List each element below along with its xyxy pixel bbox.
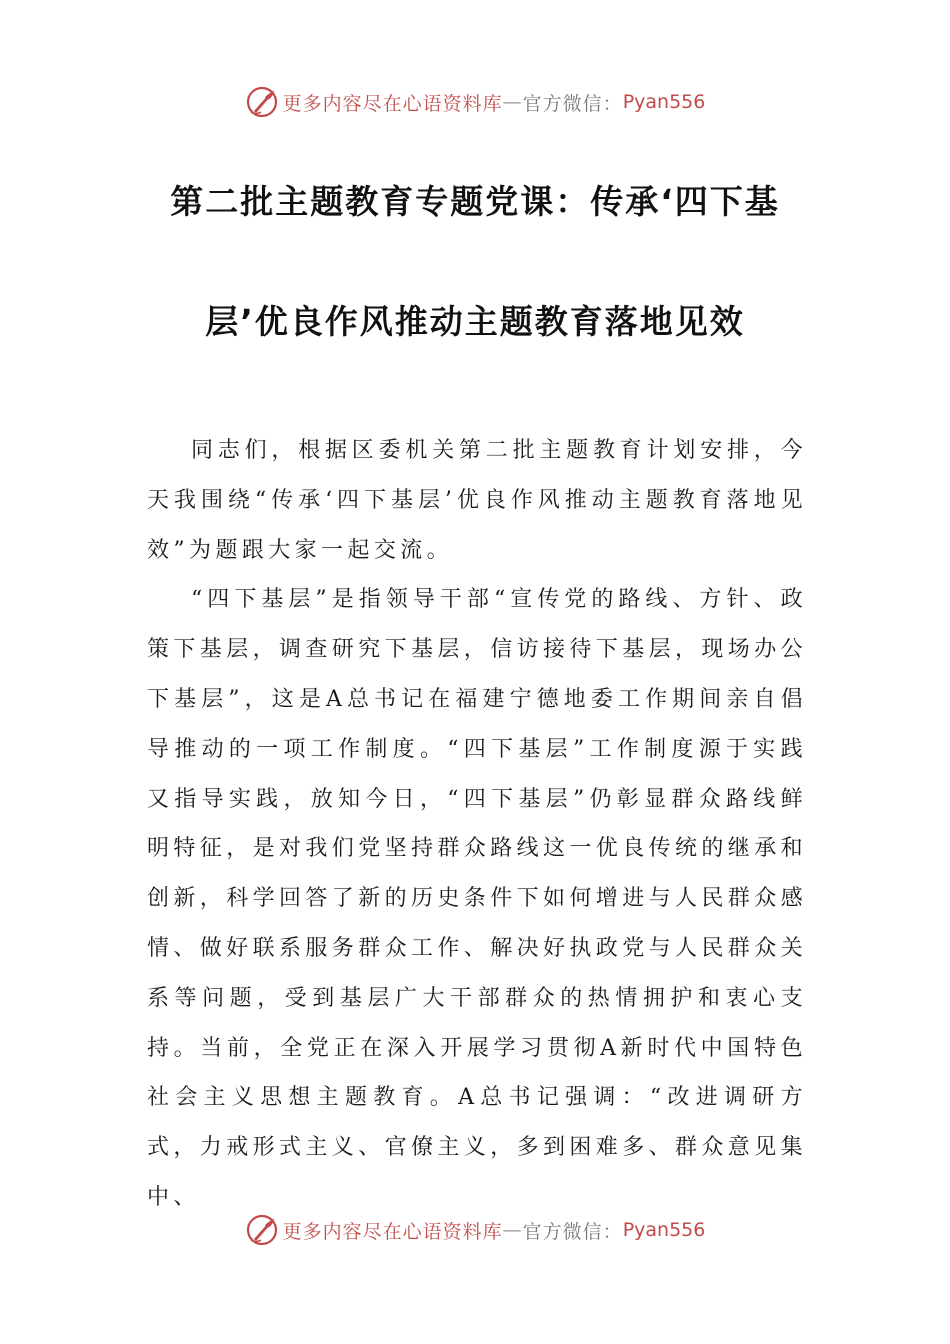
body-paragraph-2: “四下基层”是指领导干部“宣传党的路线、方针、政策下基层，调查研究下基层，信访接待下基层，现场办公下基层”，这是A总书记在福建宁德地委工作期间亲自倡导推动的一项工作制度。“四下基层”工作制度源于实践又指导实践，放知今日，“四下基层”仍彰显群众路线鲜明特征，是对我们党坚持群众路线这一优良传统的继承和创新，科学回答了新的历史条件下如何增进与人民群众感情、做好联系服务群众工作、解决好执政党与人民群众关系等问题，受到基层广大干部群众的热情拥护和衷心支持。当前，全党正在深入开展学习贯彻A新时代中国特色社会主义思想主题教育。A总书记强调：“改进调研方式，力戒形式主义、官僚主义，多到困难多、群众意见集中、 [147, 587, 808, 1210]
banner-wechat-id: Pyan556 [622, 1219, 706, 1241]
quill-logo-icon [245, 1213, 279, 1247]
header-banner [0, 82, 950, 122]
quill-logo-icon [245, 85, 279, 119]
banner-official-label: 官方微信： [522, 92, 623, 115]
banner-separator: — [502, 91, 523, 113]
banner-site-text: 更多内容尽在心语资料库 [282, 92, 503, 115]
footer-banner [0, 1210, 950, 1250]
document-body [147, 426, 807, 1223]
banner-site-text: 更多内容尽在心语资料库 [282, 1220, 503, 1243]
body-paragraph-1: 同志们，根据区委机关第二批主题教育计划安排，今天我围绕“传承‘四下基层’优良作风推动主题教育落地见效”为题跟大家一起交流。 [147, 438, 807, 563]
banner-wechat-id: Pyan556 [622, 91, 706, 113]
banner-separator: — [502, 1219, 523, 1241]
banner-official-label: 官方微信： [522, 1220, 623, 1243]
document-title-line-2: 层’优良作风推动主题教育落地见效 [205, 302, 745, 341]
document-title-line-1: 第二批主题教育专题党课：传承‘四下基 [170, 182, 780, 221]
